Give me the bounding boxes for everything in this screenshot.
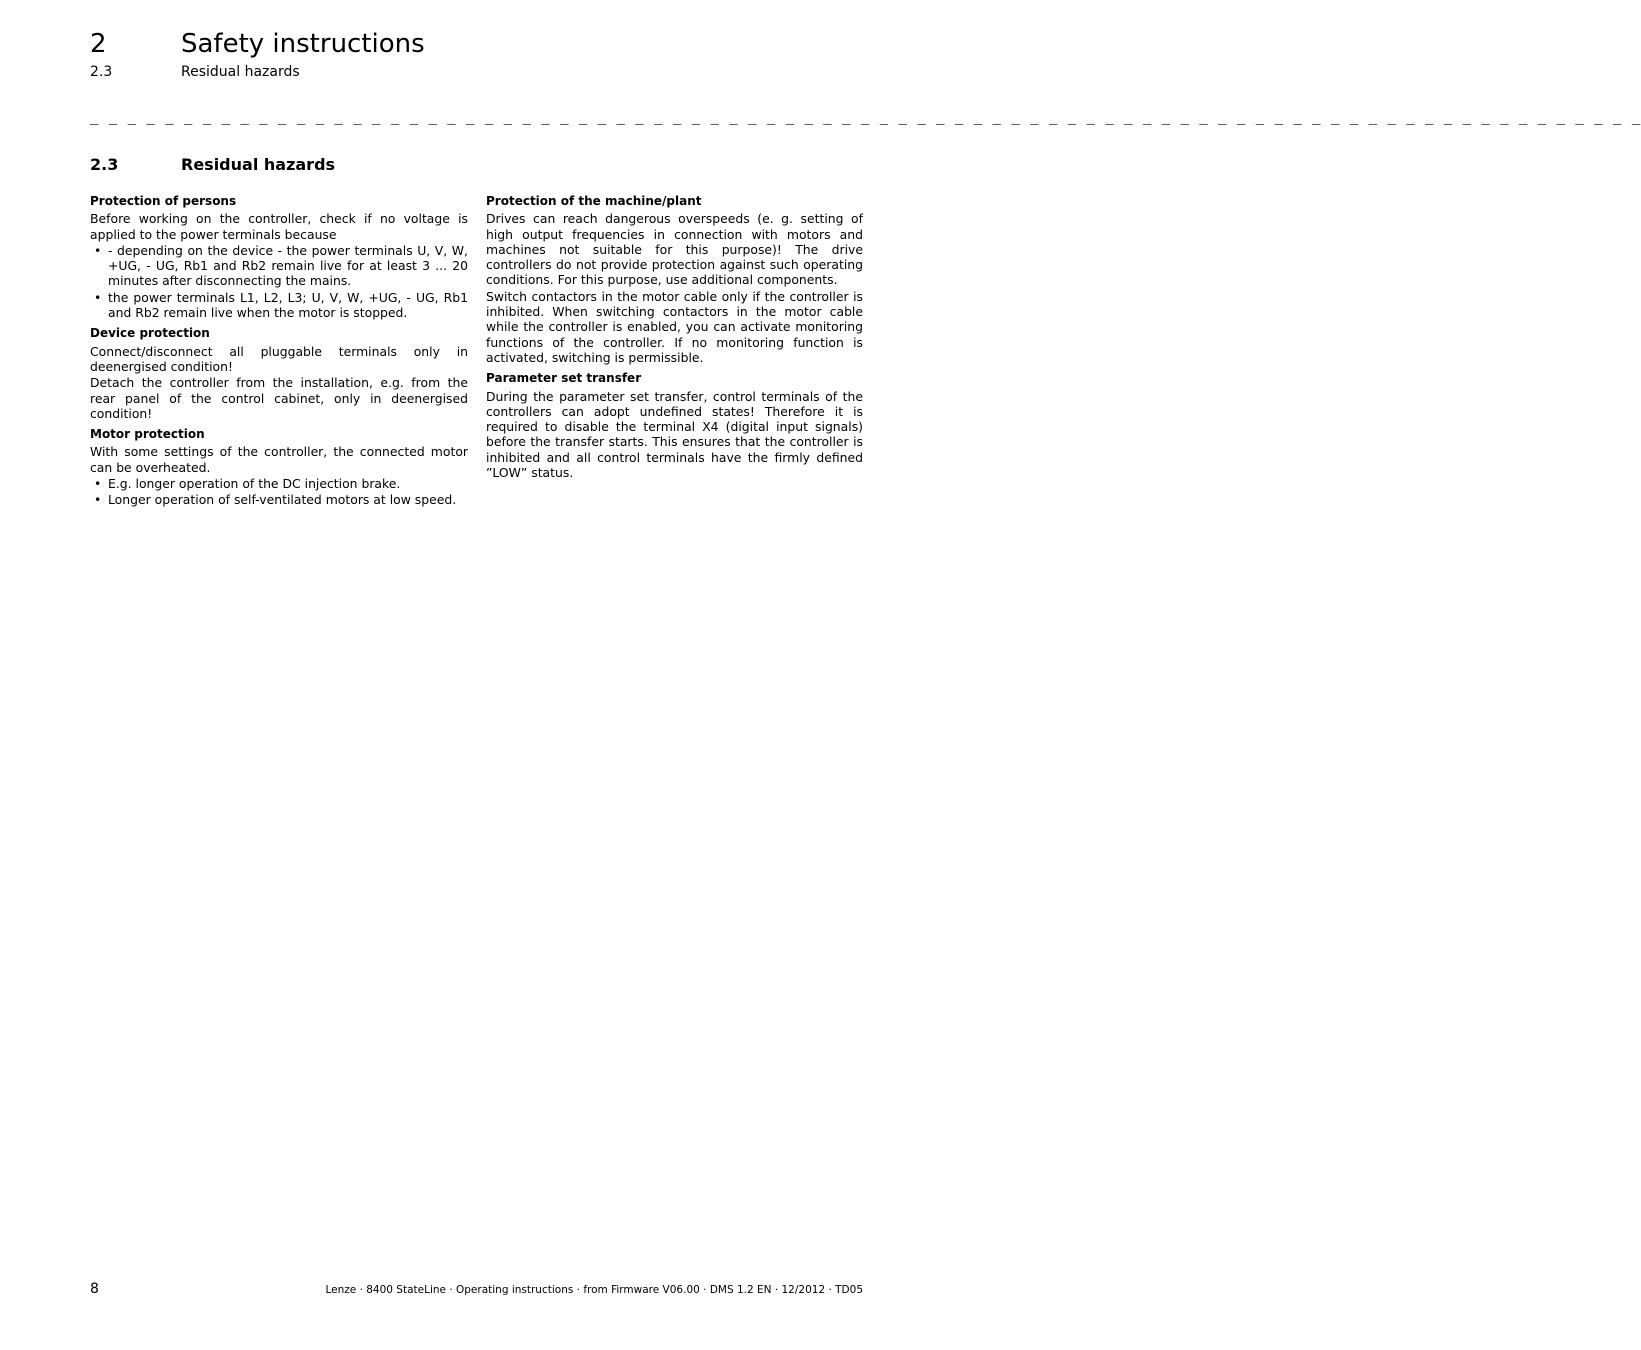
left-column	[90, 194, 468, 509]
header-divider: _ _ _ _ _ _ _ _ _ _ _ _ _ _ _ _ _ _ _ _ _ _ _ _ _ _ _ _ _ _ _ _ _ _ _ _ _ _ _ _ _ _ _ _ _ _ _ _ _ _ _ _ _ _ _ _ _ _ _ _ _ _ _ _ _ _ _ _ _ _ _ _ _ _ _ _ _ _ _ _ _ _ _	[90, 112, 1641, 128]
motor-text: With some settings of the controller, the connected motor can be overheated.	[90, 444, 468, 475]
motor-list	[90, 476, 468, 508]
list-item	[90, 290, 468, 321]
motor-heading: Motor protection	[90, 427, 205, 442]
persons-heading: Protection of persons	[90, 194, 237, 208]
list-item-text: - depending on the device - the power terminals U, V, W, +UG, - UG, Rb1 and Rb2 remain live for at least 3 ... 20 minutes after disconnecting the mains.	[108, 242, 468, 289]
bullet-icon: •	[94, 476, 102, 492]
bullet-icon: •	[94, 492, 102, 508]
page-number: 8	[90, 1281, 99, 1297]
list-item-text: E.g. longer operation of the DC injection brake.	[108, 476, 401, 492]
paramset-heading: Parameter set transfer	[486, 371, 642, 386]
list-item-text: Longer operation of self-ventilated motors at low speed.	[108, 492, 457, 508]
machine-text-1: Drives can reach dangerous overspeeds (e. g. setting of high output frequencies in connection with motors and machines not suitable for this purpose)! The drive controllers do not provide protection against such operating conditions. For this purpose, use additional components.	[486, 211, 863, 288]
right-column	[486, 194, 863, 481]
section-title: Residual hazards	[181, 155, 336, 174]
bullet-icon: •	[94, 242, 102, 258]
device-text-1: Connect/disconnect all pluggable terminals only in deenergised condition!	[90, 343, 468, 374]
persons-list	[90, 243, 468, 320]
device-text-2: Detach the controller from the installation, e.g. from the rear panel of the control cabinet, only in deenergised condition!	[90, 375, 468, 421]
chapter-title: Safety instructions	[181, 29, 425, 59]
header-section-number: 2.3	[90, 64, 113, 80]
machine-text-2: Switch contactors in the motor cable only if the controller is inhibited. When switching contactors in the motor cable while the controller is enabled, you can activate monitoring functions of the controller. If no monitoring function is activated, switching is permissible.	[486, 288, 863, 365]
list-item	[90, 243, 468, 289]
list-item-text: the power terminals L1, L2, L3; U, V, W, +UG, - UG, Rb1 and Rb2 remain live when the motor is stopped.	[108, 289, 468, 321]
list-item	[90, 492, 468, 507]
footer-doc-info: Lenze · 8400 StateLine · Operating instructions · from Firmware V06.00 · DMS 1.2 EN · 12/2012 · TD05	[325, 1284, 863, 1296]
chapter-number: 2	[90, 29, 107, 59]
list-item	[90, 476, 468, 491]
header-section-title: Residual hazards	[181, 64, 300, 80]
device-heading: Device protection	[90, 326, 210, 341]
paramset-text: During the parameter set transfer, control terminals of the controllers can adopt undefined states! Therefore it is required to disable the terminal X4 (digital input signals) before the transfer starts. This ensures that the controller is inhibited and all control terminals have the firmly defined ”LOW” status.	[486, 388, 863, 481]
machine-heading: Protection of the machine/plant	[486, 194, 702, 208]
bullet-icon: •	[94, 289, 102, 305]
persons-text: Before working on the controller, check if no voltage is applied to the power terminals because	[90, 211, 468, 242]
section-number: 2.3	[90, 155, 119, 174]
